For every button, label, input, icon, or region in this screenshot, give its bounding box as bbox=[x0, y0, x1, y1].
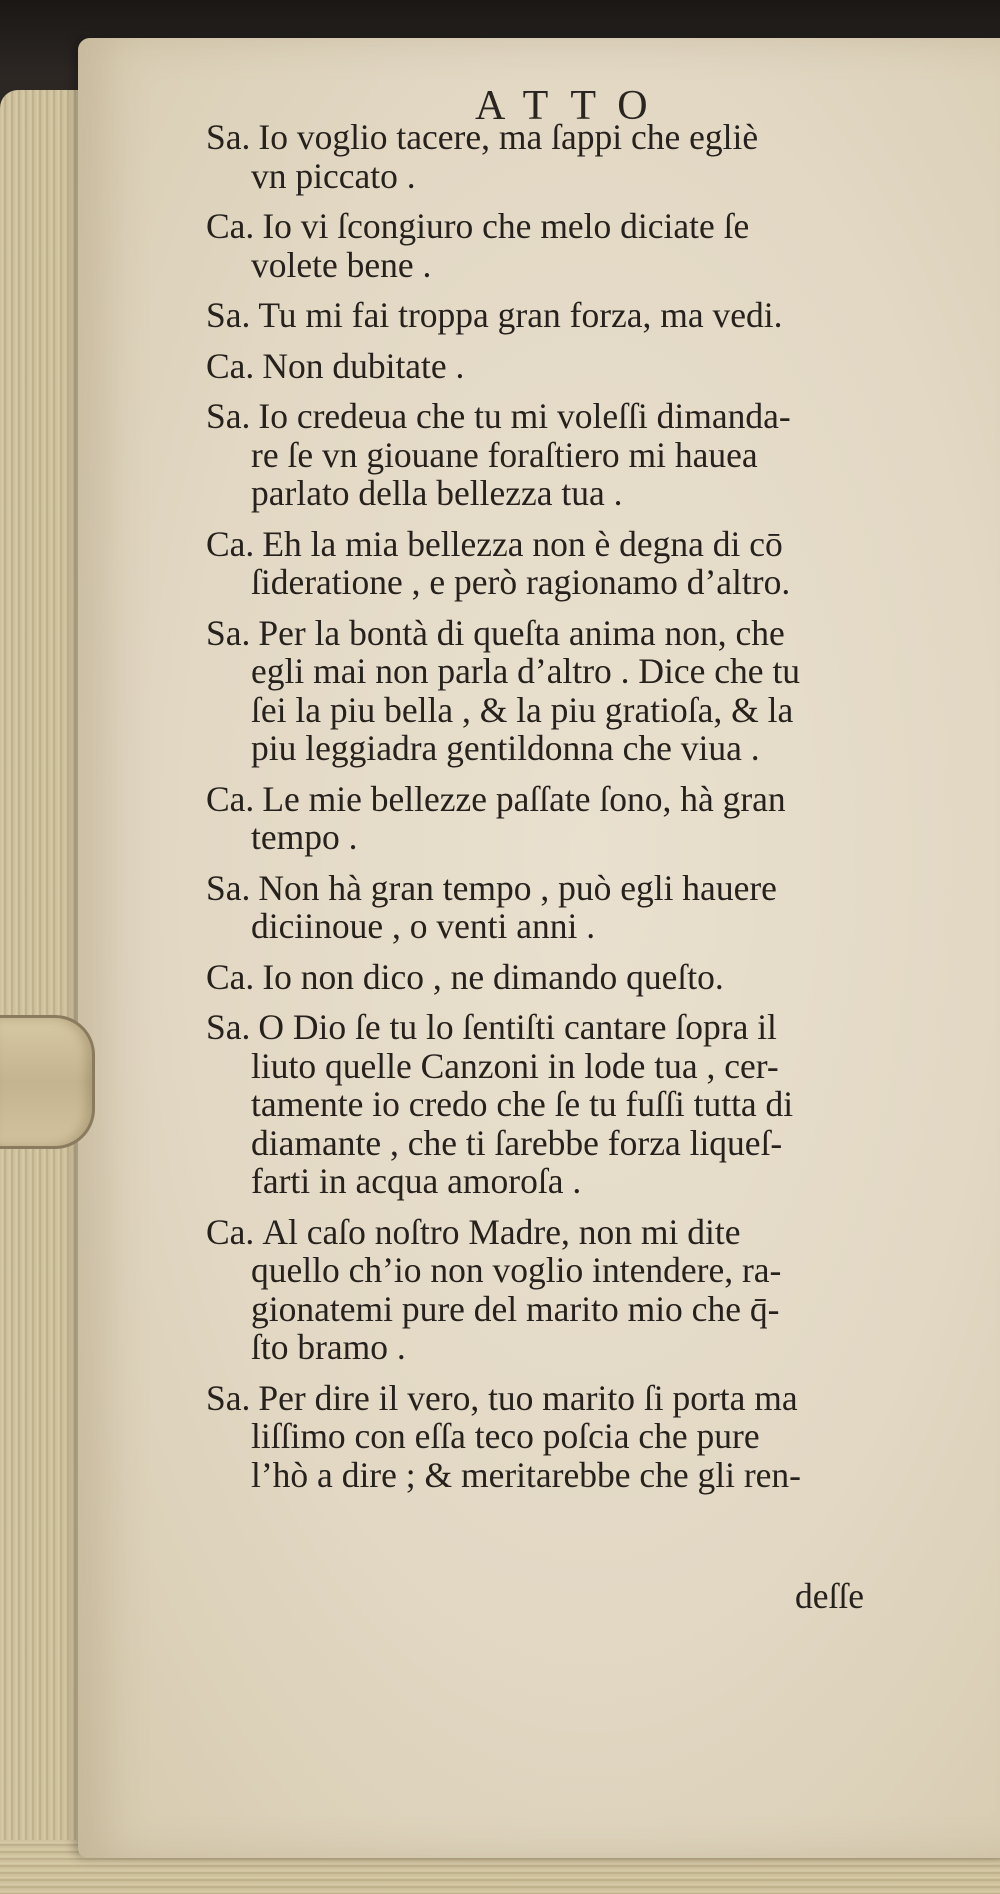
line-text: O Dio ſe tu lo ſentiſti cantare ſopra il bbox=[258, 1007, 777, 1047]
dialogue-entry bbox=[206, 1379, 966, 1495]
dialogue-line: diciinoue , o venti anni . bbox=[251, 906, 596, 946]
speaker-label: Ca. bbox=[206, 523, 255, 564]
dialogue-line: volete bene . bbox=[251, 244, 432, 285]
dialogue-line bbox=[206, 296, 966, 335]
line-text: Io credeua che tu mi voleſſi dimanda- bbox=[258, 396, 791, 436]
speaker-label: Ca. bbox=[206, 956, 255, 997]
dialogue-entry bbox=[206, 1008, 966, 1201]
dialogue-line: egli mai non parla d’altro . Dice che tu bbox=[251, 651, 801, 691]
dialogue-line: re ſe vn giouane foraſtiero mi hauea bbox=[251, 434, 758, 475]
dialogue-line: vn piccato . bbox=[251, 155, 416, 196]
line-text: Io vi ſcongiuro che melo diciate ſe bbox=[262, 206, 750, 246]
dialogue-line: tamente io credo che ſe tu fuſſi tutta di bbox=[251, 1084, 794, 1124]
speaker-label: Sa. bbox=[206, 867, 251, 908]
dialogue-line bbox=[206, 118, 966, 157]
dialogue-line: liuto quelle Canzoni in lode tua , cer- bbox=[251, 1045, 779, 1086]
speaker-label: Ca. bbox=[206, 778, 255, 819]
dialogue-line bbox=[206, 1008, 966, 1047]
speaker-label: Sa. bbox=[206, 1007, 251, 1047]
dialogue-entry bbox=[206, 869, 966, 946]
line-text: Io non dico , ne dimando queſto. bbox=[262, 956, 724, 997]
dialogue-text bbox=[206, 118, 966, 1506]
dialogue-entry bbox=[206, 118, 966, 195]
dialogue-entry bbox=[206, 207, 966, 284]
speaker-label: Ca. bbox=[206, 1211, 255, 1252]
dialogue-line: ſideratione , e però ragionamo d’altro. bbox=[251, 562, 791, 602]
line-text: Io voglio tacere, ma ſappi che egliè bbox=[258, 117, 759, 157]
line-text: Non dubitate . bbox=[262, 345, 465, 386]
dialogue-line bbox=[206, 869, 966, 908]
line-text: Per la bontà di queſta anima non, che bbox=[258, 612, 785, 653]
book-clasp bbox=[0, 1015, 95, 1149]
line-text: Tu mi fai troppa gran forza, ma vedi. bbox=[258, 295, 783, 335]
dialogue-line: quello ch’io non voglio intendere, ra- bbox=[251, 1250, 782, 1290]
line-text: Al caſo noſtro Madre, non mi dite bbox=[262, 1211, 741, 1252]
speaker-label: Sa. bbox=[206, 396, 251, 436]
dialogue-line: diamante , che ti ſarebbe forza liqueſ- bbox=[251, 1122, 783, 1163]
dialogue-line bbox=[206, 1213, 966, 1252]
line-text: Per dire il vero, tuo marito ſi porta ma bbox=[258, 1377, 798, 1418]
catchword: deſſe bbox=[795, 1576, 864, 1616]
dialogue-line: ſto bramo . bbox=[251, 1327, 406, 1367]
dialogue-line bbox=[206, 614, 966, 653]
dialogue-entry bbox=[206, 958, 966, 997]
speaker-label: Ca. bbox=[206, 206, 255, 246]
dialogue-line: liſſimo con eſſa teco poſcia che pure bbox=[251, 1416, 760, 1456]
dialogue-line: l’hò a dire ; & meritarebbe che gli ren- bbox=[251, 1454, 802, 1495]
line-text: Le mie bellezze paſſate ſono, hà gran bbox=[262, 778, 786, 819]
dialogue-entry bbox=[206, 347, 966, 386]
dialogue-line bbox=[206, 347, 966, 386]
dialogue-entry bbox=[206, 780, 966, 857]
dialogue-line: parlato della bellezza tua . bbox=[251, 473, 623, 513]
dialogue-line: farti in acqua amoroſa . bbox=[251, 1161, 582, 1201]
dialogue-line: gionatemi pure del marito mio che q̄- bbox=[251, 1288, 780, 1329]
dialogue-line bbox=[206, 780, 966, 819]
line-text: Non hà gran tempo , può egli hauere bbox=[258, 867, 777, 908]
speaker-label: Sa. bbox=[206, 612, 251, 653]
dialogue-entry bbox=[206, 296, 966, 335]
speaker-label: Sa. bbox=[206, 1377, 251, 1418]
dialogue-entry bbox=[206, 614, 966, 768]
speaker-label: Sa. bbox=[206, 295, 251, 335]
dialogue-line bbox=[206, 1379, 966, 1418]
dialogue-line: tempo . bbox=[251, 817, 358, 857]
speaker-label: Ca. bbox=[206, 345, 255, 386]
dialogue-entry bbox=[206, 397, 966, 513]
dialogue-line bbox=[206, 525, 966, 564]
dialogue-entry bbox=[206, 1213, 966, 1367]
dialogue-line bbox=[206, 958, 966, 997]
dialogue-line bbox=[206, 207, 966, 246]
dialogue-line: ſei la piu bella , & la piu gratioſa, & la bbox=[251, 689, 794, 730]
running-header: ATTO bbox=[475, 83, 670, 129]
speaker-label: Sa. bbox=[206, 117, 251, 157]
dialogue-line: piu leggiadra gentildonna che viua . bbox=[251, 728, 760, 768]
dialogue-line bbox=[206, 397, 966, 436]
dialogue-entry bbox=[206, 525, 966, 602]
line-text: Eh la mia bellezza non è degna di cō bbox=[262, 523, 783, 564]
